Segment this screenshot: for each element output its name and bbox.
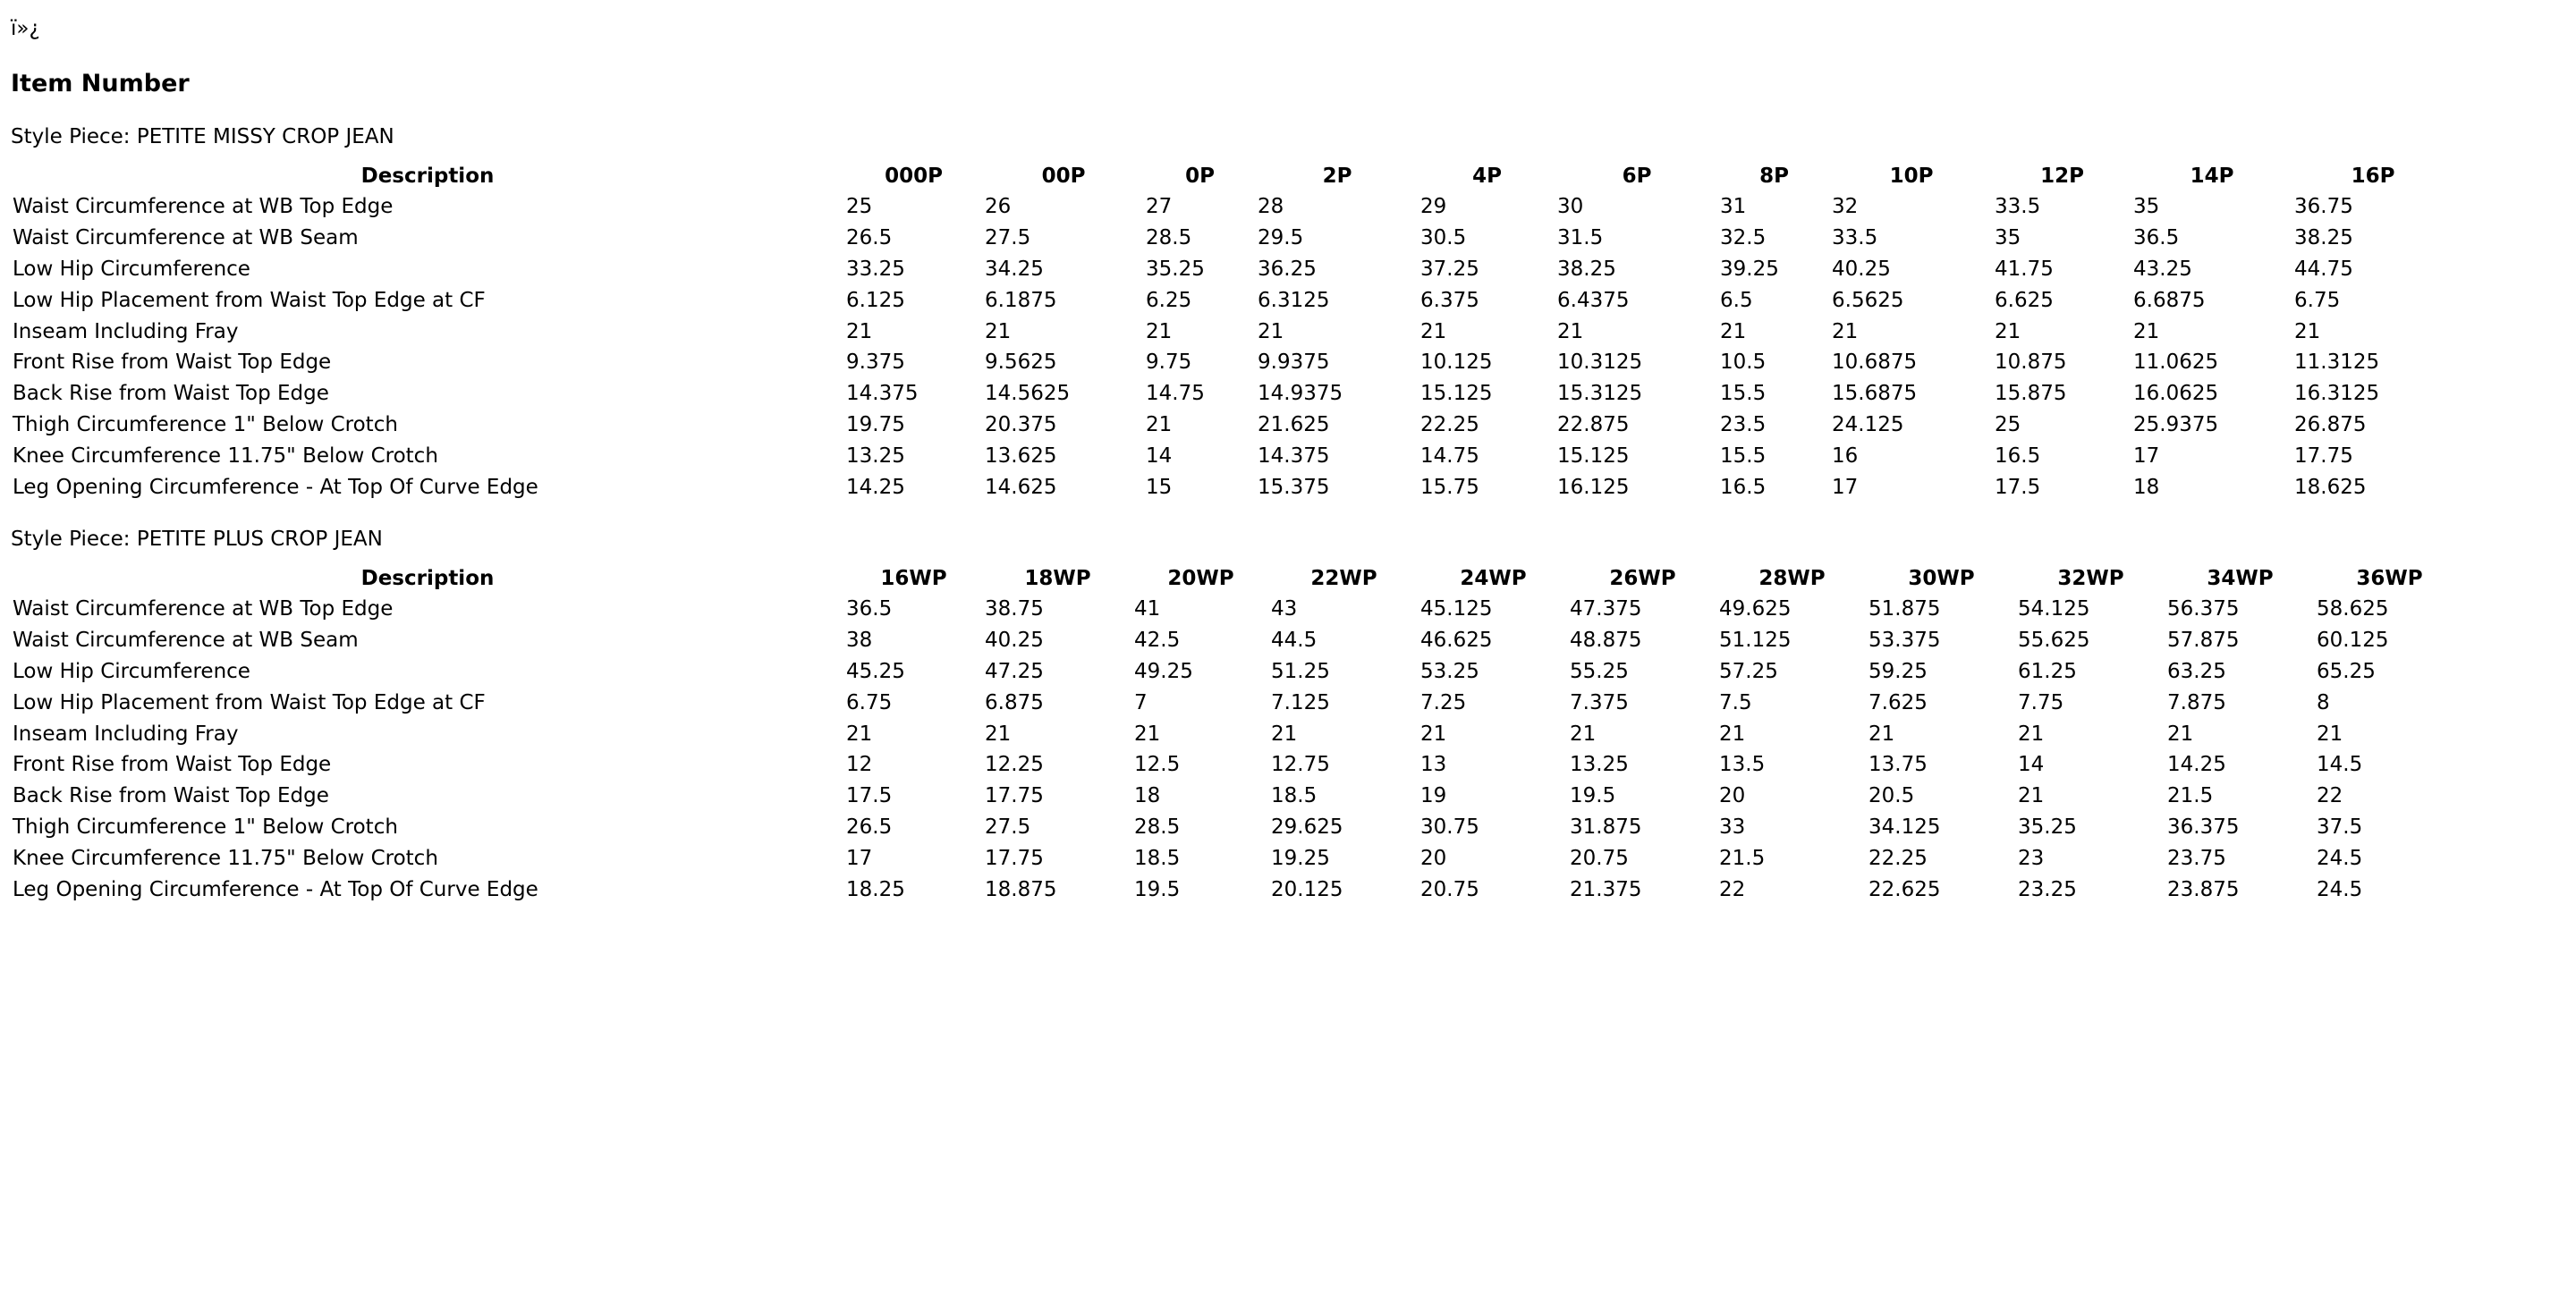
measurement-value: 20.375 — [985, 412, 1057, 436]
measurement-value: 25.9375 — [2133, 412, 2219, 436]
column-header: 00P — [1041, 165, 1086, 188]
table-row — [11, 842, 2464, 874]
measurement-value: 22 — [2317, 784, 2343, 808]
measurement-value: 45.25 — [846, 659, 905, 683]
measurement-value: 10.3125 — [1557, 351, 1643, 375]
measurement-description: Waist Circumference at WB Seam — [13, 226, 359, 250]
measurement-description: Knee Circumference 11.75" Below Crotch — [13, 444, 438, 468]
measurement-value: 31.5 — [1557, 226, 1604, 250]
measurement-value: 29.5 — [1258, 226, 1304, 250]
measurement-value: 14.25 — [846, 475, 905, 499]
column-header: 4P — [1472, 165, 1502, 188]
measurement-value: 23.875 — [2167, 877, 2240, 901]
measurement-value: 15.6875 — [1832, 382, 1918, 406]
measurement-description: Low Hip Circumference — [13, 659, 250, 683]
measurement-value: 14.375 — [1258, 444, 1330, 468]
measurement-value: 19.25 — [1271, 846, 1330, 870]
measurement-value: 10.6875 — [1832, 351, 1918, 375]
measurement-value: 11.0625 — [2133, 351, 2219, 375]
measurement-value: 21 — [846, 722, 873, 746]
column-header: 16P — [2351, 165, 2395, 188]
measurement-value: 15.125 — [1557, 444, 1630, 468]
measurement-value: 21 — [1420, 319, 1447, 343]
measurement-value: 24.5 — [2317, 846, 2363, 870]
measurement-value: 13.25 — [1570, 753, 1629, 777]
column-header: 14P — [2190, 165, 2234, 188]
measurement-value: 33.25 — [846, 257, 905, 281]
measurement-value: 21 — [1557, 319, 1584, 343]
measurement-value: 49.25 — [1134, 659, 1193, 683]
measurement-value: 21 — [2294, 319, 2321, 343]
measurement-value: 35 — [1995, 226, 2021, 250]
measurement-value: 21 — [2018, 722, 2045, 746]
measurement-value: 20 — [1719, 784, 1746, 808]
measurement-value: 15.75 — [1420, 475, 1479, 499]
measurement-value: 24.5 — [2317, 877, 2363, 901]
measurement-value: 21 — [1146, 412, 1173, 436]
measurement-value: 13 — [1420, 753, 1447, 777]
measurement-value: 6.875 — [985, 690, 1044, 714]
measurement-value: 36.375 — [2167, 815, 2240, 839]
measurement-description: Back Rise from Waist Top Edge — [13, 784, 329, 808]
column-header: 32WP — [2057, 566, 2124, 590]
measurement-value: 41 — [1134, 597, 1161, 621]
measurement-value: 7.375 — [1570, 690, 1629, 714]
measurement-value: 30 — [1557, 195, 1584, 219]
measurement-description: Back Rise from Waist Top Edge — [13, 382, 329, 406]
column-header: Description — [360, 165, 495, 188]
column-header: 0P — [1185, 165, 1215, 188]
measurement-value: 18.5 — [1271, 784, 1318, 808]
table-row — [11, 440, 2453, 471]
measurement-value: 20.75 — [1570, 846, 1629, 870]
measurement-value: 21 — [2317, 722, 2343, 746]
measurement-value: 21 — [1258, 319, 1284, 343]
measurement-value: 16.0625 — [2133, 382, 2219, 406]
measurement-description: Low Hip Placement from Waist Top Edge at CF — [13, 690, 486, 714]
measurement-value: 43 — [1271, 597, 1298, 621]
table-row — [11, 284, 2453, 316]
style-piece-label: Style Piece: PETITE MISSY CROP JEAN — [11, 125, 394, 148]
measurement-value: 6.5625 — [1832, 288, 1904, 312]
measurement-value: 21 — [1420, 722, 1447, 746]
measurement-value: 17 — [1832, 475, 1859, 499]
measurement-value: 17.5 — [846, 784, 893, 808]
column-header: 000P — [885, 165, 943, 188]
column-header: 8P — [1759, 165, 1789, 188]
measurement-value: 22.25 — [1420, 412, 1479, 436]
measurement-value: 34.125 — [1868, 815, 1941, 839]
measurement-value: 29.625 — [1271, 815, 1343, 839]
measurement-value: 59.25 — [1868, 659, 1928, 683]
measurement-description: Inseam Including Fray — [13, 319, 239, 343]
measurement-value: 27.5 — [985, 815, 1031, 839]
table-header-row — [11, 563, 2464, 594]
measurement-value: 45.125 — [1420, 597, 1493, 621]
column-header: 30WP — [1908, 566, 1975, 590]
measurement-value: 17.75 — [985, 846, 1044, 870]
measurement-value: 51.25 — [1271, 659, 1330, 683]
measurement-value: 11.3125 — [2294, 351, 2380, 375]
measurement-value: 14.5 — [2317, 753, 2363, 777]
measurement-value: 13.5 — [1719, 753, 1766, 777]
measurement-value: 34.25 — [985, 257, 1044, 281]
measurement-value: 28.5 — [1146, 226, 1192, 250]
table-header-row — [11, 161, 2453, 191]
measurement-value: 21 — [2167, 722, 2194, 746]
measurement-value: 6.3125 — [1258, 288, 1330, 312]
measurement-value: 25 — [1995, 412, 2021, 436]
measurement-value: 21.375 — [1570, 877, 1642, 901]
table-row — [11, 471, 2453, 503]
table-row — [11, 687, 2464, 718]
table-row — [11, 254, 2453, 285]
column-header: 16WP — [880, 566, 947, 590]
measurement-value: 60.125 — [2317, 629, 2389, 653]
measurement-value: 16.5 — [1720, 475, 1767, 499]
measurement-value: 14.5625 — [985, 382, 1071, 406]
column-header: 36WP — [2356, 566, 2423, 590]
measurement-value: 46.625 — [1420, 629, 1493, 653]
column-header: 34WP — [2207, 566, 2274, 590]
measurement-value: 6.1875 — [985, 288, 1057, 312]
measurement-value: 51.125 — [1719, 629, 1792, 653]
measurement-value: 7.25 — [1420, 690, 1467, 714]
document-page — [11, 16, 2560, 905]
measurement-value: 21 — [985, 722, 1012, 746]
measurement-value: 12.5 — [1134, 753, 1181, 777]
measurement-value: 33.5 — [1995, 195, 2041, 219]
measurement-value: 15.125 — [1420, 382, 1493, 406]
measurement-value: 39.25 — [1720, 257, 1779, 281]
measurement-value: 21 — [1271, 722, 1298, 746]
measurement-value: 36.25 — [1258, 257, 1317, 281]
measurement-value: 10.875 — [1995, 351, 2067, 375]
spec-section-missy — [11, 123, 2560, 503]
measurement-description: Thigh Circumference 1" Below Crotch — [13, 412, 398, 436]
measurement-value: 18.25 — [846, 877, 905, 901]
measurement-value: 15.875 — [1995, 382, 2067, 406]
measurement-value: 18.5 — [1134, 846, 1181, 870]
measurement-value: 21 — [1720, 319, 1747, 343]
table-row — [11, 781, 2464, 812]
measurement-value: 36.75 — [2294, 195, 2353, 219]
column-header: 10P — [1889, 165, 1934, 188]
measurement-value: 7.125 — [1271, 690, 1330, 714]
bom-text: ï»¿ — [11, 17, 40, 40]
measurement-value: 31.875 — [1570, 815, 1642, 839]
measurement-value: 63.25 — [2167, 659, 2226, 683]
column-header: 22WP — [1310, 566, 1377, 590]
measurement-description: Leg Opening Circumference - At Top Of Curve Edge — [13, 475, 538, 499]
measurement-value: 21 — [1832, 319, 1859, 343]
measurement-value: 33.5 — [1832, 226, 1878, 250]
measurement-value: 21.625 — [1258, 412, 1330, 436]
measurement-value: 6.625 — [1995, 288, 2054, 312]
measurement-value: 31 — [1720, 195, 1747, 219]
measurement-value: 25 — [846, 195, 873, 219]
measurement-description: Front Rise from Waist Top Edge — [13, 351, 332, 375]
measurement-value: 51.875 — [1868, 597, 1941, 621]
table-row — [11, 378, 2453, 410]
measurement-value: 53.375 — [1868, 629, 1941, 653]
measurement-value: 15 — [1146, 475, 1173, 499]
measurement-value: 23.75 — [2167, 846, 2226, 870]
measurement-value: 7.75 — [2018, 690, 2064, 714]
measurement-value: 12.25 — [985, 753, 1044, 777]
table-row — [11, 223, 2453, 254]
measurement-value: 7.5 — [1719, 690, 1752, 714]
table-row — [11, 718, 2464, 749]
measurement-value: 6.25 — [1146, 288, 1192, 312]
measurement-value: 35.25 — [2018, 815, 2077, 839]
table-row — [11, 749, 2464, 781]
measurement-value: 23.5 — [1720, 412, 1767, 436]
measurement-value: 19.5 — [1134, 877, 1181, 901]
table-row — [11, 594, 2464, 625]
measurement-value: 6.5 — [1720, 288, 1753, 312]
measurement-value: 18 — [2133, 475, 2160, 499]
measurement-value: 17.5 — [1995, 475, 2041, 499]
measurement-value: 6.6875 — [2133, 288, 2206, 312]
measurement-value: 44.75 — [2294, 257, 2353, 281]
measurement-value: 21 — [1719, 722, 1746, 746]
measurement-value: 26.5 — [846, 815, 893, 839]
measurement-value: 61.25 — [2018, 659, 2077, 683]
measurement-value: 6.125 — [846, 288, 905, 312]
measurement-value: 42.5 — [1134, 629, 1181, 653]
measurement-value: 18.625 — [2294, 475, 2367, 499]
measurement-value: 9.9375 — [1258, 351, 1330, 375]
measurement-value: 24.125 — [1832, 412, 1904, 436]
measurement-value: 10.125 — [1420, 351, 1493, 375]
measurement-value: 20.75 — [1420, 877, 1479, 901]
measurement-value: 53.25 — [1420, 659, 1479, 683]
measurement-value: 19.75 — [846, 412, 905, 436]
measurement-value: 18.875 — [985, 877, 1057, 901]
style-piece-label: Style Piece: PETITE PLUS CROP JEAN — [11, 527, 383, 551]
measurement-description: Waist Circumference at WB Top Edge — [13, 597, 394, 621]
measurement-value: 56.375 — [2167, 597, 2240, 621]
column-header: 18WP — [1024, 566, 1091, 590]
measurement-value: 57.875 — [2167, 629, 2240, 653]
measurement-value: 14.625 — [985, 475, 1057, 499]
measurement-description: Low Hip Placement from Waist Top Edge at CF — [13, 288, 486, 312]
measurement-value: 20.5 — [1868, 784, 1915, 808]
column-header: 12P — [2040, 165, 2084, 188]
measurement-value: 43.25 — [2133, 257, 2192, 281]
measurement-value: 41.75 — [1995, 257, 2054, 281]
column-header: 28WP — [1758, 566, 1826, 590]
measurement-value: 7.625 — [1868, 690, 1928, 714]
measurement-value: 12.75 — [1271, 753, 1330, 777]
column-header: Description — [360, 566, 495, 590]
measurement-value: 6.75 — [2294, 288, 2341, 312]
measurement-value: 16.3125 — [2294, 382, 2380, 406]
table-row — [11, 874, 2464, 905]
measurement-value: 6.375 — [1420, 288, 1479, 312]
size-spec-table — [11, 563, 2464, 905]
measurement-value: 37.5 — [2317, 815, 2363, 839]
measurement-value: 14.75 — [1420, 444, 1479, 468]
measurement-description: Low Hip Circumference — [13, 257, 250, 281]
measurement-value: 21 — [2133, 319, 2160, 343]
measurement-value: 10.5 — [1720, 351, 1767, 375]
measurement-value: 38.25 — [2294, 226, 2353, 250]
measurement-value: 13.25 — [846, 444, 905, 468]
measurement-value: 9.375 — [846, 351, 905, 375]
measurement-value: 9.5625 — [985, 351, 1057, 375]
measurement-value: 44.5 — [1271, 629, 1318, 653]
measurement-value: 19.5 — [1570, 784, 1616, 808]
measurement-value: 48.875 — [1570, 629, 1642, 653]
measurement-value: 33 — [1719, 815, 1746, 839]
table-row — [11, 625, 2464, 656]
measurement-value: 28 — [1258, 195, 1284, 219]
measurement-value: 28.5 — [1134, 815, 1181, 839]
measurement-value: 30.75 — [1420, 815, 1479, 839]
measurement-value: 20 — [1420, 846, 1447, 870]
measurement-description: Front Rise from Waist Top Edge — [13, 753, 332, 777]
measurement-value: 38.75 — [985, 597, 1044, 621]
measurement-value: 36.5 — [2133, 226, 2180, 250]
measurement-value: 38 — [846, 629, 873, 653]
measurement-description: Knee Circumference 11.75" Below Crotch — [13, 846, 438, 870]
measurement-value: 12 — [846, 753, 873, 777]
measurement-value: 14.75 — [1146, 382, 1205, 406]
measurement-value: 26 — [985, 195, 1012, 219]
measurement-value: 23.25 — [2018, 877, 2077, 901]
measurement-value: 8 — [2317, 690, 2330, 714]
measurement-value: 40.25 — [1832, 257, 1891, 281]
measurement-description: Inseam Including Fray — [13, 722, 239, 746]
measurement-value: 22.25 — [1868, 846, 1928, 870]
measurement-value: 15.5 — [1720, 444, 1767, 468]
table-row — [11, 812, 2464, 843]
measurement-value: 32 — [1832, 195, 1859, 219]
measurement-value: 26.5 — [846, 226, 893, 250]
measurement-value: 30.5 — [1420, 226, 1467, 250]
measurement-value: 21.5 — [1719, 846, 1766, 870]
measurement-value: 58.625 — [2317, 597, 2389, 621]
measurement-value: 17.75 — [2294, 444, 2353, 468]
measurement-value: 21 — [846, 319, 873, 343]
measurement-description: Waist Circumference at WB Seam — [13, 629, 359, 653]
size-spec-table — [11, 161, 2453, 503]
measurement-value: 22.875 — [1557, 412, 1630, 436]
measurement-value: 40.25 — [985, 629, 1044, 653]
measurement-value: 15.375 — [1258, 475, 1330, 499]
measurement-value: 17 — [846, 846, 873, 870]
measurement-value: 21 — [1146, 319, 1173, 343]
measurement-value: 16.5 — [1995, 444, 2041, 468]
measurement-value: 14 — [2018, 753, 2045, 777]
measurement-value: 13.625 — [985, 444, 1057, 468]
measurement-value: 18 — [1134, 784, 1161, 808]
measurement-value: 35 — [2133, 195, 2160, 219]
measurement-value: 35.25 — [1146, 257, 1205, 281]
measurement-value: 17.75 — [985, 784, 1044, 808]
measurement-value: 6.75 — [846, 690, 893, 714]
measurement-value: 23 — [2018, 846, 2045, 870]
measurement-value: 26.875 — [2294, 412, 2367, 436]
table-row — [11, 410, 2453, 441]
measurement-value: 7 — [1134, 690, 1148, 714]
column-header: 2P — [1322, 165, 1352, 188]
column-header: 24WP — [1460, 566, 1527, 590]
table-row — [11, 191, 2453, 223]
measurement-value: 65.25 — [2317, 659, 2376, 683]
measurement-value: 36.5 — [846, 597, 893, 621]
measurement-value: 14.375 — [846, 382, 919, 406]
measurement-value: 9.75 — [1146, 351, 1192, 375]
measurement-value: 47.25 — [985, 659, 1044, 683]
measurement-value: 47.375 — [1570, 597, 1642, 621]
measurement-value: 21 — [1570, 722, 1597, 746]
measurement-value: 15.3125 — [1557, 382, 1643, 406]
measurement-value: 37.25 — [1420, 257, 1479, 281]
measurement-value: 21 — [1995, 319, 2021, 343]
measurement-value: 27 — [1146, 195, 1173, 219]
measurement-value: 49.625 — [1719, 597, 1792, 621]
spec-section-plus — [11, 526, 2560, 905]
measurement-value: 29 — [1420, 195, 1447, 219]
column-header: 26WP — [1609, 566, 1676, 590]
measurement-value: 21 — [1868, 722, 1895, 746]
measurement-value: 16.125 — [1557, 475, 1630, 499]
measurement-value: 21 — [985, 319, 1012, 343]
measurement-value: 19 — [1420, 784, 1447, 808]
measurement-value: 14 — [1146, 444, 1173, 468]
measurement-value: 57.25 — [1719, 659, 1778, 683]
table-row — [11, 347, 2453, 378]
measurement-value: 38.25 — [1557, 257, 1616, 281]
table-row — [11, 656, 2464, 688]
measurement-value: 22 — [1719, 877, 1746, 901]
page-title: Item Number — [11, 70, 190, 97]
measurement-value: 21.5 — [2167, 784, 2214, 808]
measurement-value: 14.25 — [2167, 753, 2226, 777]
measurement-value: 32.5 — [1720, 226, 1767, 250]
measurement-value: 15.5 — [1720, 382, 1767, 406]
measurement-value: 20.125 — [1271, 877, 1343, 901]
measurement-value: 55.25 — [1570, 659, 1629, 683]
measurement-value: 21 — [2018, 784, 2045, 808]
measurement-description: Waist Circumference at WB Top Edge — [13, 195, 394, 219]
measurement-value: 21 — [1134, 722, 1161, 746]
column-header: 6P — [1622, 165, 1652, 188]
measurement-value: 16 — [1832, 444, 1859, 468]
measurement-value: 13.75 — [1868, 753, 1928, 777]
measurement-value: 7.875 — [2167, 690, 2226, 714]
measurement-value: 55.625 — [2018, 629, 2090, 653]
measurement-value: 17 — [2133, 444, 2160, 468]
measurement-value: 6.4375 — [1557, 288, 1630, 312]
table-row — [11, 316, 2453, 347]
column-header: 20WP — [1167, 566, 1234, 590]
measurement-value: 27.5 — [985, 226, 1031, 250]
measurement-value: 54.125 — [2018, 597, 2090, 621]
measurement-value: 22.625 — [1868, 877, 1941, 901]
measurement-description: Leg Opening Circumference - At Top Of Curve Edge — [13, 877, 538, 901]
measurement-description: Thigh Circumference 1" Below Crotch — [13, 815, 398, 839]
measurement-value: 14.9375 — [1258, 382, 1343, 406]
